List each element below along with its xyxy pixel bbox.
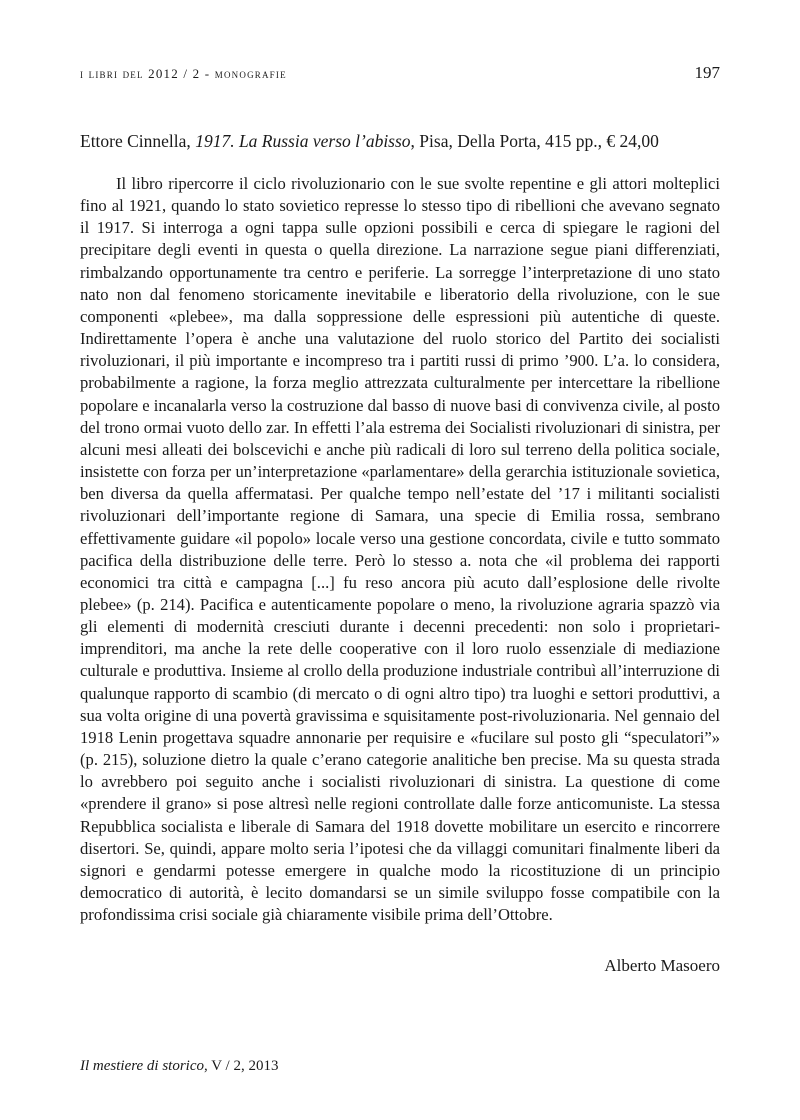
- page-footer: [80, 1058, 278, 1075]
- citation-author: Ettore Cinnella,: [80, 131, 196, 151]
- review-paragraph: Il libro ripercorre il ciclo rivoluzionario con le sue svolte repentine e gli attori molteplici fino al 1921, quando lo stato sovietico represse lo stesso tipo di ribellioni che avevano segnato il 1917. Si interroga a ogni tappa sulle opzioni possibili e cerca di spiegare le ragioni del precipitare degli eventi in questa o quella direzione. La narrazione segue piani differenziati, rimbalzando opportunamente tra centro e periferie. La sorregge l’interpretazione di uno stato nato non dal fenomeno storicamente inevitabile e liberatorio della rivoluzione, con le sue componenti «plebee», ma dalla soppressione delle espressioni più autentiche di queste. Indirettamente l’opera è anche una valutazione del ruolo storico del Partito dei socialisti rivoluzionari, il più importante e incompreso tra i partiti russi di primo ’900. L’a. lo considera, probabilmente a ragione, la forza meglio attrezzata culturalmente per intercettare la ribellione popolare e incanalarla verso la costruzione dal basso di nuove basi di convivenza civile, al posto del trono ormai vuoto dello zar. In effetti l’ala estrema dei Socialisti rivoluzionari di sinistra, per alcuni mesi alleati dei bolscevichi e anche più radicali di loro sul terreno della politica sociale, insistette con forza per un’interpretazione «parlamentare» della gerarchia istituzionale sovietica, ben diversa da quella affermatasi. Per qualche tempo nell’estate del ’17 i militanti socialisti rivoluzionari dell’importante regione di Samara, una specie di Emilia rossa, sembrano effettivamente guidare «il popolo» locale verso una gestione concordata, civile e tutto sommato pacifica della distribuzione delle terre. Però lo stesso a. nota che «il problema dei rapporti economici tra città e campagna [...] fu reso ancora più acuto dall’esplosione delle rivolte plebee» (p. 214). Pacifica e autenticamente popolare o meno, la rivoluzione agraria spazzò via gli elementi di modernità cresciuti durante i decenni precedenti: non solo i proprietari-imprenditori, ma anche la rete delle cooperative con il loro ruolo essenziale di mediazione culturale e produttiva. Insieme al crollo della produzione industriale contribuì all’interruzione di qualunque rapporto di scambio (di mercato o di ogni altro tipo) tra luoghi e settori produttivi, a sua volta origine di una povertà gravissima e squisitamente post-rivoluzionaria. Nel gennaio del 1918 Lenin progettava squadre annonarie per requisire e «fucilare sul posto gli “speculatori”» (p. 215), soluzione dietro la quale c’erano categorie analitiche ben precise. Ma su questa strada lo avrebbero poi seguito anche i socialisti rivoluzionari di sinistra. La questione di come «prendere il grano» si pose altresì nelle regioni controllate dalle forze anticomuniste. La stessa Repubblica socialista e liberale di Samara del 1918 dovette mobilitare un esercito e rincorrere disertori. Se, quindi, appare molto seria l’ipotesi che da villaggi comunitari finalmente liberi da signori e gendarmi potesse emergere in qualche modo la ricostituzione di un principio democratico di autorità, è lecito domandarsi se un simile sviluppo fosse compatibile con la profondissima crisi sociale già chiaramente visibile prima dell’Ottobre.: [80, 174, 720, 925]
- running-head: i libri del 2012 / 2 - monografie: [80, 66, 287, 81]
- reviewer-signature: Alberto Masoero: [604, 956, 720, 975]
- review-body: [80, 173, 720, 926]
- citation-publication: , Pisa, Della Porta, 415 pp., € 24,00: [410, 131, 659, 151]
- citation-title: 1917. La Russia verso l’abisso: [195, 131, 411, 151]
- footer-journal: Il mestiere di storico: [80, 1058, 205, 1074]
- footer-issue: , V / 2, 2013: [204, 1058, 279, 1074]
- page-number: 197: [694, 63, 720, 82]
- book-citation: [80, 131, 720, 152]
